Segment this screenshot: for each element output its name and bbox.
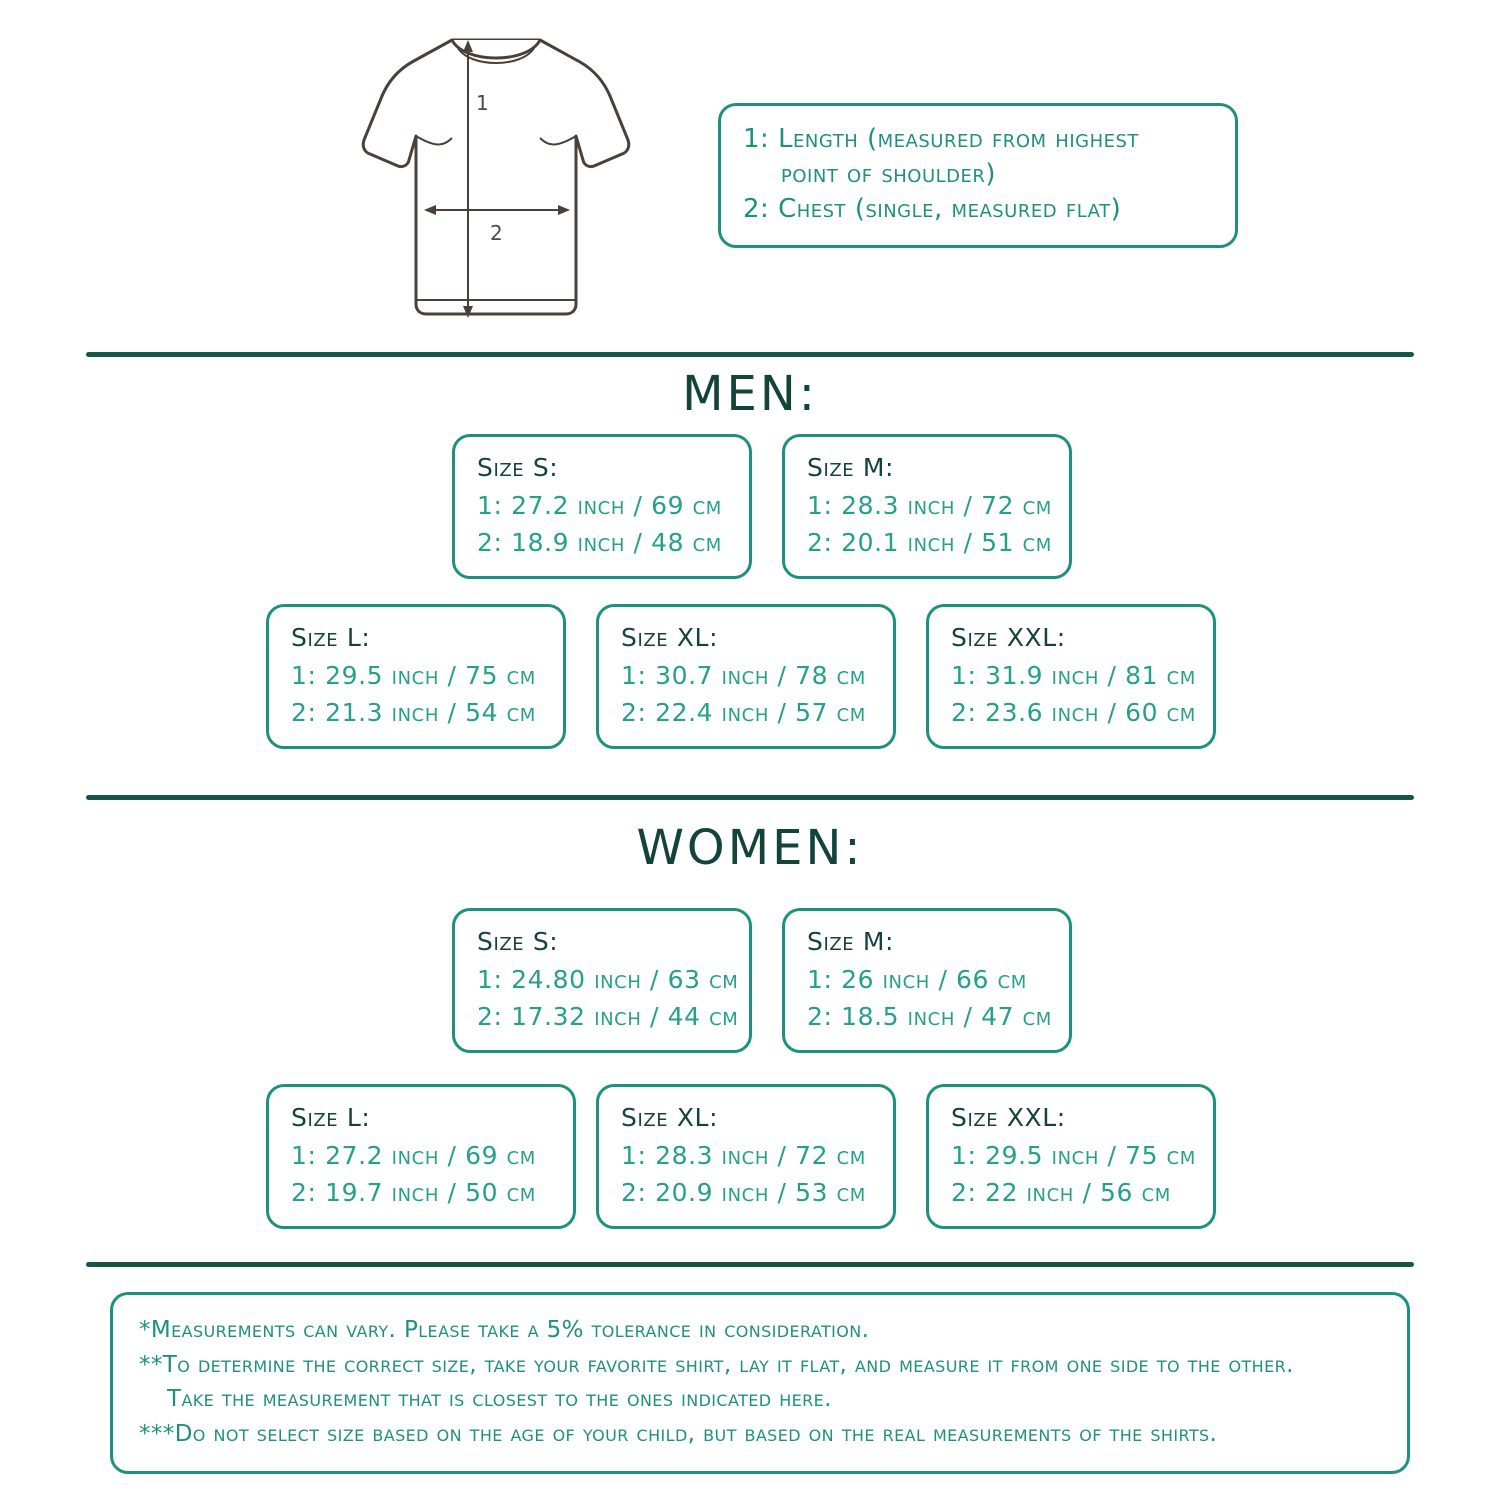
size-card-men-m (782, 434, 1072, 579)
measure-length: 1: 31.9 inch / 81 cm (951, 660, 1196, 690)
tshirt-diagram (340, 18, 660, 338)
measure-length: 1: 28.3 inch / 72 cm (807, 490, 1052, 520)
divider-middle (86, 795, 1414, 800)
size-label: Size S: (477, 927, 559, 956)
size-card-men-l (266, 604, 566, 749)
section-title-men: MEN: (682, 366, 818, 422)
size-card-women-s (452, 908, 752, 1053)
legend-line-chest: 2: Chest (single, measured flat) (743, 194, 1122, 225)
measure-length: 1: 27.2 inch / 69 cm (477, 490, 722, 520)
measure-chest: 2: 22.4 inch / 57 cm (621, 698, 866, 727)
measure-chest: 2: 17.32 inch / 44 cm (477, 1002, 739, 1031)
divider-top (86, 352, 1414, 357)
note-measure-method: **To determine the correct size, take your favorite shirt, lay it flat, and measure it from one side to the other. (139, 1351, 1294, 1378)
measure-length: 1: 30.7 inch / 78 cm (621, 660, 866, 690)
size-card-women-l (266, 1084, 576, 1229)
size-card-men-xl (596, 604, 896, 749)
measure-chest: 2: 19.7 inch / 50 cm (291, 1178, 536, 1207)
size-label: Size M: (807, 453, 895, 482)
section-title-women: WOMEN: (636, 820, 864, 876)
size-label: Size M: (807, 927, 895, 956)
measure-length: 1: 24.80 inch / 63 cm (477, 964, 739, 994)
legend-box (718, 103, 1238, 248)
legend-line-length-cont: point of shoulder) (781, 159, 997, 190)
note-tolerance: *Measurements can vary. Please take a 5% tolerance in consideration. (139, 1317, 870, 1343)
measure-length: 1: 29.5 inch / 75 cm (291, 660, 536, 690)
size-label: Size XXL: (951, 623, 1066, 652)
size-label: Size L: (291, 623, 371, 652)
size-label: Size L: (291, 1103, 371, 1132)
note-age-warning: ***Do not select size based on the age of your child, but based on the real measurements of the shirts. (139, 1420, 1218, 1447)
measure-chest: 2: 22 inch / 56 cm (951, 1178, 1171, 1207)
measure-chest: 2: 18.9 inch / 48 cm (477, 528, 722, 557)
size-label: Size S: (477, 453, 559, 482)
dim-label-2: 2 (490, 221, 503, 245)
note-measure-method-cont: Take the measurement that is closest to the ones indicated here. (167, 1386, 832, 1412)
measure-length: 1: 26 inch / 66 cm (807, 964, 1027, 994)
measure-length: 1: 28.3 inch / 72 cm (621, 1140, 866, 1170)
legend-line-length: 1: Length (measured from highest (743, 124, 1139, 154)
measure-length: 1: 27.2 inch / 69 cm (291, 1140, 536, 1170)
notes-box (110, 1292, 1410, 1474)
size-card-women-xxl (926, 1084, 1216, 1229)
size-card-men-s (452, 434, 752, 579)
size-card-women-xl (596, 1084, 896, 1229)
size-card-men-xxl (926, 604, 1216, 749)
measure-chest: 2: 23.6 inch / 60 cm (951, 698, 1196, 727)
divider-bottom (86, 1262, 1414, 1267)
measure-chest: 2: 18.5 inch / 47 cm (807, 1002, 1052, 1031)
size-label: Size XXL: (951, 1103, 1066, 1132)
measure-length: 1: 29.5 inch / 75 cm (951, 1140, 1196, 1170)
measure-chest: 2: 20.1 inch / 51 cm (807, 528, 1052, 557)
size-label: Size XL: (621, 1103, 719, 1132)
size-card-women-m (782, 908, 1072, 1053)
measure-chest: 2: 21.3 inch / 54 cm (291, 698, 536, 727)
size-label: Size XL: (621, 623, 719, 652)
measure-chest: 2: 20.9 inch / 53 cm (621, 1178, 866, 1207)
diagram-section (0, 0, 1500, 352)
dim-label-1: 1 (476, 91, 489, 115)
